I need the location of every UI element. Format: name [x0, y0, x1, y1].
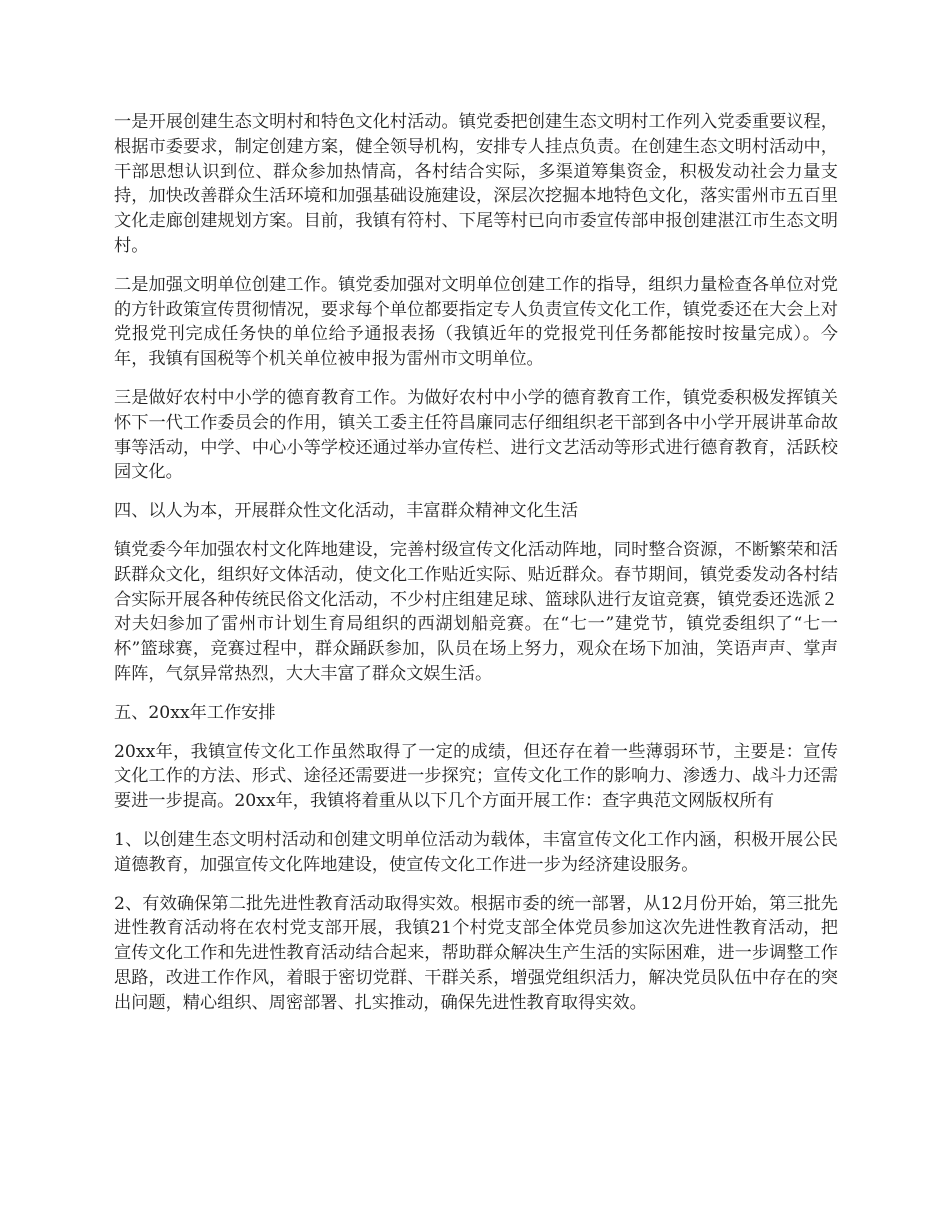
paragraph-plan-item-1: 1、以创建生态文明村活动和创建文明单位活动为载体，丰富宣传文化工作内涵，积极开展公民道德教育，加强宣传文化阵地建设，使宣传文化工作进一步为经济建设服务。 [114, 829, 838, 875]
paragraph-ecological-village: 一是开展创建生态文明村和特色文化村活动。镇党委把创建生态文明村工作列入党委重要议程，根据市委要求，制定创建方案，健全领导机构，安排专人挂点负责。在创建生态文明村活动中，干部思想认识到位、群众参加热情高，各村结合实际，多渠道筹集资金，积极发动社会力量支持，加快改善群众生活环境和加强基础设施建设，深层次挖掘本地特色文化，落实雷州市五百里文化走廊创建规划方案。目前，我镇有符村、下尾等村已向市委宣传部申报创建湛江市生态文明村。 [114, 112, 838, 256]
paragraph-moral-education: 三是做好农村中小学的德育教育工作。为做好农村中小学的德育教育工作，镇党委积极发挥镇关怀下一代工作委员会的作用，镇关工委主任符昌廉同志仔细组织老干部到各中小学开展讲革命故事等活动，中学、中心小等学校还通过举办宣传栏、进行文艺活动等形式进行德育教育，活跃校园文化。 [114, 387, 838, 483]
document-body [114, 110, 838, 1030]
section-heading-5: 五、20xx年工作安排 [114, 702, 276, 723]
paragraph-civilized-unit: 二是加强文明单位创建工作。镇党委加强对文明单位创建工作的指导，组织力量检查各单位对党的方针政策宣传贯彻情况，要求每个单位都要指定专人负责宣传文化工作，镇党委还在大会上对党报党刊完成任务快的单位给予通报表扬（我镇近年的党报党刊任务都能按时按量完成）。今年，我镇有国税等个机关单位被申报为雷州市文明单位。 [114, 274, 838, 370]
section-heading-4: 四、以人为本，开展群众性文化活动，丰富群众精神文化生活 [114, 501, 579, 522]
paragraph-mass-culture: 镇党委今年加强农村文化阵地建设，完善村级宣传文化活动阵地，同时整合资源，不断繁荣和活跃群众文化，组织好文体活动，使文化工作贴近实际、贴近群众。春节期间，镇党委发动各村结合实际开展各种传统民俗文化活动，不少村庄组建足球、篮球队进行友谊竞赛，镇党委还选派２对夫妇参加了雷州市计划生育局组织的西湖划船竞赛。在“七一”建党节，镇党委组织了“七一杯”篮球赛，竞赛过程中，群众踊跃参加，队员在场上努力，观众在场下加油，笑语声声、掌声阵阵，气氛异常热烈，大大丰富了群众文娱生活。 [114, 539, 838, 684]
paragraph-plan-item-2: 2、有效确保第二批先进性教育活动取得实效。根据市委的统一部署，从12月份开始，第三批先进性教育活动将在农村党支部开展，我镇21个村党支部全体党员参加这次先进性教育活动，把宣传文化工作和先进性教育活动结合起来，帮助群众解决生产生活的实际困难，进一步调整工作思路，改进工作作风，着眼于密切党群、干群关系，增强党组织活力，解决党员队伍中存在的突出问题，精心组织、周密部署、扎实推动，确保先进性教育取得实效。 [114, 893, 838, 1013]
paragraph-work-plan-intro: 20xx年，我镇宣传文化工作虽然取得了一定的成绩，但还存在着一些薄弱环节，主要是：宣传文化工作的方法、形式、途径还需要进一步探究；宣传文化工作的影响力、渗透力、战斗力还需要进一步提高。20xx年，我镇将着重从以下几个方面开展工作：查字典范文网版权所有 [114, 741, 838, 812]
